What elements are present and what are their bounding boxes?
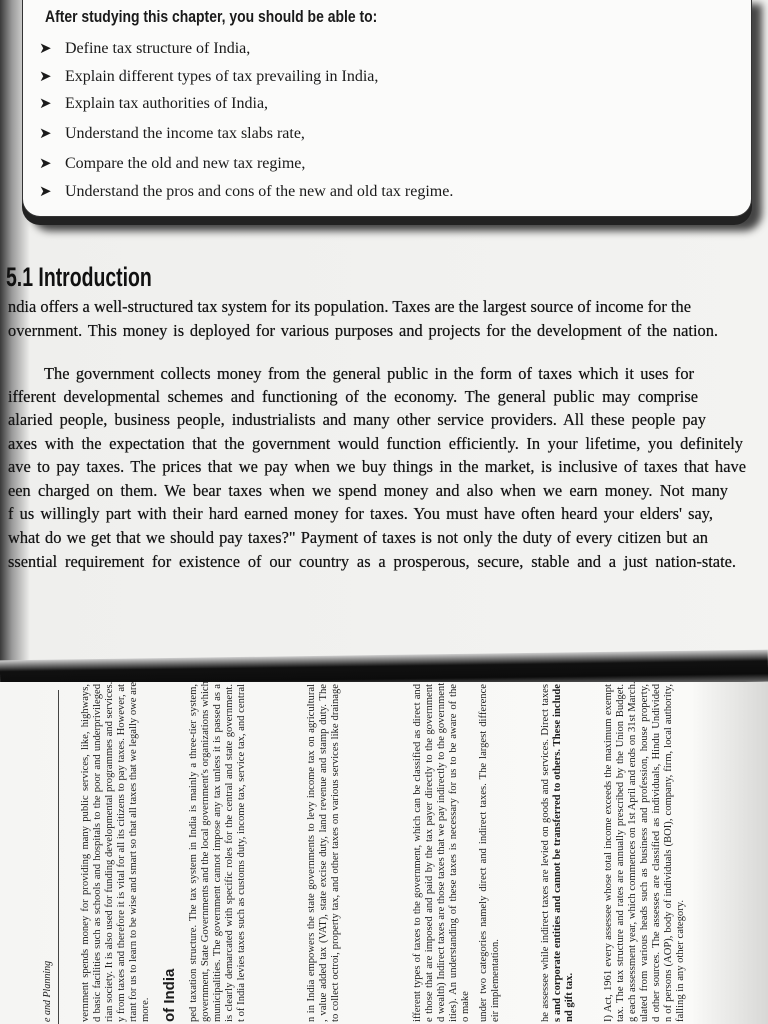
paragraph-line: ifferent developmental schemes and functioning of the economy. The general public may comprise	[8, 387, 698, 406]
paragraph-line: ndia offers a well-structured tax system for its population. Taxes are the largest source of income for the	[8, 297, 691, 316]
rotated-heading: of India	[161, 968, 178, 1022]
rotated-line: more.	[140, 997, 151, 1022]
objective-item	[39, 67, 378, 86]
paragraph-line: ave to pay taxes. The prices that we pay when we buy things in the market, is inclusive of taxes that have	[8, 457, 746, 476]
objective-item	[39, 94, 268, 113]
rotated-line: tax. The tax structure and rates are annually prescribed by the Union Budget.	[615, 684, 626, 1022]
rotated-line: t of India levies taxes such as customs duty, income tax, service tax, and central	[236, 684, 247, 1022]
paragraph-line: alaried people, business people, industrialists and many other service providers. All these people pay	[8, 410, 706, 429]
rotated-line: o make	[460, 991, 471, 1022]
rotated-line: , value added tax (VAT), state excise duty, land revenue and stamp duty. The	[318, 684, 329, 1022]
rotated-line: y from taxes and therefore it is vital for all its citizens to pay taxes. However, at	[116, 684, 127, 1022]
rotated-line: under two categories namely direct and indirect taxes. The largest difference	[478, 684, 489, 1022]
paragraph-line: ssential requirement for existence of our country as a prosperous, secure, stable and a just nation-state.	[8, 552, 736, 571]
objective-item	[39, 124, 305, 143]
rotated-line: ped taxation structure. The tax system in India is mainly a three-tier system,	[188, 684, 199, 1022]
arrow-bullet-icon: ➤	[39, 156, 52, 172]
paragraph-line: overnment. This money is deployed for various purposes and projects for the development of the nation.	[8, 321, 718, 340]
rotated-line: eir implementation.	[490, 939, 501, 1022]
paragraph-line: f us willingly part with their hard earned money for taxes. You must have often heard your elders' say,	[8, 504, 713, 523]
objective-text: Explain different types of tax prevailing in India,	[65, 68, 379, 85]
paragraph-line: een charged on them. We bear taxes when we spend money and also when we earn money. Not many	[8, 481, 728, 500]
objective-text: Explain tax authorities of India,	[65, 95, 269, 112]
rotated-line: g each assessment year, which commences on 1st April and ends on 31st March.	[627, 681, 638, 1022]
objective-item	[39, 39, 250, 58]
header-rule	[58, 690, 59, 1024]
running-header: e and Planning	[42, 960, 53, 1022]
rotated-line: rian society. It is also used for funding developmental programmes and services.	[104, 681, 115, 1022]
rotated-line: government, State Governments and the local government's organizations which	[200, 681, 211, 1022]
paragraph-line: axes with the expectation that the government would function efficiently. In your lifetime, you definitely	[8, 434, 743, 453]
rotated-line: falling in any other category.	[675, 900, 686, 1022]
arrow-bullet-icon: ➤	[39, 126, 52, 142]
arrow-bullet-icon: ➤	[39, 69, 52, 85]
rotated-line: ifferent types of taxes to the government, which can be classified as direct and	[412, 684, 423, 1022]
objective-item	[39, 182, 453, 201]
rotated-line: vernment spends money for providing many public services, like, highways,	[80, 684, 91, 1022]
rotated-line: he assessee while indirect taxes are levied on goods and services. Direct taxes	[540, 684, 551, 1022]
rotated-line: d wealth) Indirect taxes are those taxes that we pay indirectly to the government	[436, 682, 447, 1022]
section-title: 5.1 Introduction	[6, 262, 152, 292]
arrow-bullet-icon: ➤	[39, 41, 52, 57]
rotated-line: ulated from various heads such as business and profession, house property,	[639, 684, 650, 1022]
rotated-line: ities). An understanding of these taxes is necessary for us to be aware of the	[448, 684, 459, 1022]
paragraph-line: The government collects money from the general public in the form of taxes which it uses for	[44, 364, 694, 383]
rotated-line: to collect octroi, property tax, and other taxes on various services like drainage	[330, 684, 341, 1022]
paragraph-line: what do we get that we should pay taxes?" Payment of taxes is not only the duty of every citizen but an	[8, 528, 708, 547]
rotated-line: municipalities. The government cannot impose any tax unless it is passed as a	[212, 684, 223, 1022]
objective-item	[39, 154, 305, 173]
arrow-bullet-icon: ➤	[39, 184, 52, 200]
rotated-line: rtant for us to learn to be wise and smart so that all taxes that we legally owe are	[128, 681, 139, 1022]
objective-text: Understand the pros and cons of the new and old tax regime.	[65, 183, 454, 200]
rotated-line: s and corporate entities and cannot be transferred to others. These include	[552, 684, 563, 1022]
rotated-line: nd gift tax.	[564, 972, 575, 1022]
objective-text: Understand the income tax slabs rate,	[65, 125, 305, 142]
rotated-line: e those that are imposed and paid by the tax payer directly to the government	[424, 684, 435, 1022]
rotated-line: I) Act, 1961 every assessee whose total income exceeds the maximum exempt	[603, 684, 614, 1022]
arrow-bullet-icon: ➤	[39, 96, 52, 112]
rotated-line: d basic facilities such as schools and hospitals to the poor and underprivileged	[92, 684, 103, 1022]
learning-objectives-box	[22, 0, 752, 217]
rotated-line: n in India empowers the state governments to levy income tax on agricultural	[306, 684, 317, 1022]
objective-text: Define tax structure of India,	[65, 40, 251, 57]
rotated-line: n of persons (AOP), body of individuals (BOI), company, firm, local authority,	[663, 684, 674, 1022]
rotated-line: d other sources. The assesses are classified as individuals, Hindu Undivided	[651, 684, 662, 1022]
rotated-line: is clearly demarcated with specific roles for the central and state government.	[224, 684, 235, 1022]
objective-text: Compare the old and new tax regime,	[65, 155, 306, 172]
objectives-title: After studying this chapter, you should be able to:	[45, 7, 378, 26]
